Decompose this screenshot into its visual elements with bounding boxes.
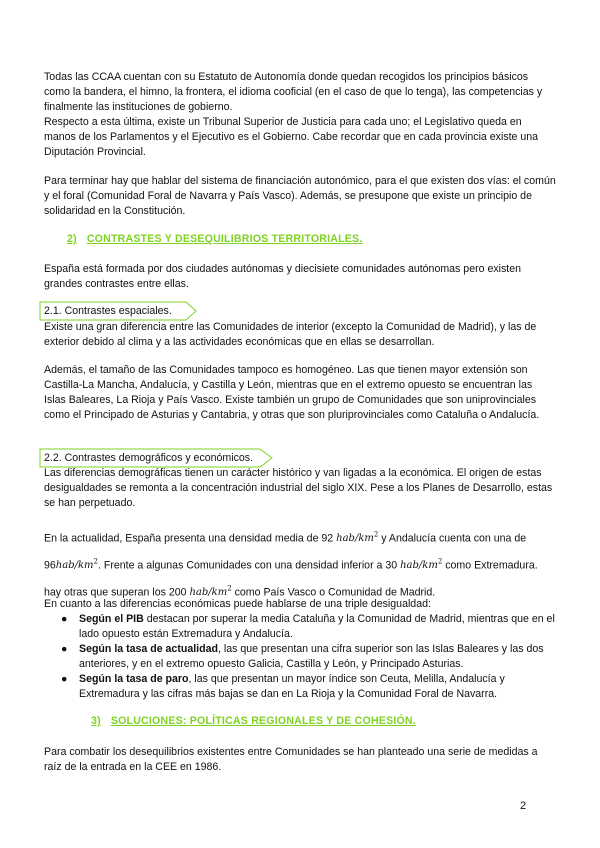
paragraph-densidad: En la actualidad, España presenta una densidad media de 92 hab/$km^2$ y Andalucía cuenta con una de $96hab/km^2$. Frente a algunas Comunidades con una densidad inferior a 30 hab/$km^2$ como Extremadura. hay otras que superan los 200 hab/$km^2$ como País Vasco o Comunidad de Madrid. bbox=[44, 531, 538, 598]
subsection-box-2-1 bbox=[40, 302, 204, 320]
bullet-dot: ● bbox=[61, 643, 68, 656]
bullet-dot: ● bbox=[61, 613, 68, 625]
paragraph-estatuto: Todas las CCAA cuentan con su Estatuto de Autonomía donde quedan recogidos los principios básicos como la bandera, el himno, la frontera, el idioma cooficial (en el caso de que lo tenga), las competencias y finalmente las instituciones de gobierno. bbox=[44, 71, 543, 114]
page-number: 2 bbox=[520, 800, 527, 812]
section-title: CONTRASTES Y DESEQUILIBRIOS TERRITORIALES. bbox=[86, 233, 363, 245]
list-item: ● Según la tasa de paro, las que presentan un mayor índice son Ceuta, Melilla, Andalucía y Extremadura y las cifras más bajas se dan en La Rioja y la Comunidad Foral de Navarra. bbox=[61, 673, 505, 701]
paragraph-tamano: Además, el tamaño de las Comunidades tampoco es homogéneo. Las que tienen mayor extensión son Castilla-La Mancha, Andalucía, y Castilla y León, mientras que en el extremo opuesto se encuentran las Islas Baleares, La Rioja y País Vasco. Existe también un grupo de Comunidades que son uniprovinciales como el Principado de Asturias y Cantabria, y otras que son pluriprovinciales como Cataluña o Andalucía. bbox=[44, 364, 540, 422]
section-number: 3) bbox=[91, 715, 101, 727]
paragraph-cee: Para combatir los desequilibrios existentes entre Comunidades se han planteado una serie de medidas a raíz de la entrada en la CEE en 1986. bbox=[44, 746, 538, 774]
section-heading-3 bbox=[91, 715, 416, 727]
density-unit: hab/$km^2$ bbox=[55, 557, 98, 572]
bullet-dot: ● bbox=[61, 673, 68, 686]
list-item: ● Según el PIB destacan por superar la media Cataluña y la Comunidad de Madrid, mientras que en el lado opuesto están Extremadura y Andalucía. bbox=[61, 613, 555, 641]
section-number: 2) bbox=[67, 233, 77, 245]
paragraph-espana: España está formada por dos ciudades autónomas y diecisiete comunidades autónomas pero existen grandes contrastes entre ellas. bbox=[44, 263, 522, 291]
paragraph-financiacion: Para terminar hay que hablar del sistema de financiación autonómico, para el que existen dos vías: el común y el foral (Comunidad Foral de Navarra y País Vasco). Además, se presupone que existe un principio de solidaridad en la Constitución. bbox=[44, 175, 556, 218]
subsection-box-2-2 bbox=[40, 449, 280, 467]
density-unit: hab/$km^2$ bbox=[400, 557, 443, 572]
section-heading-2 bbox=[67, 233, 362, 245]
section-title: SOLUCIONES: POLÍTICAS REGIONALES Y DE COHESIÓN. bbox=[110, 715, 416, 727]
bullet-list bbox=[44, 612, 556, 703]
subsection-title: 2.2. Contrastes demográficos y económicos. bbox=[44, 452, 254, 464]
density-unit: hab/$km^2$ bbox=[189, 584, 232, 598]
paragraph-interior-exterior: Existe una gran diferencia entre las Comunidades de interior (excepto la Comunidad de Madrid), y las de exterior debido al clima y a las actividades económicas que en ellas se desarrollan. bbox=[44, 321, 537, 349]
paragraph-economicas: En cuanto a las diferencias económicas puede hablarse de una triple desigualdad: bbox=[44, 598, 431, 610]
paragraph-instituciones: Respecto a esta última, existe un Tribunal Superior de Justicia para cada uno; el Legislativo queda en manos de los Parlamentos y el Ejecutivo es el Gobierno. Cabe recordar que en cada provincia existe una Diputación Provincial. bbox=[44, 116, 539, 159]
subsection-title: 2.1. Contrastes espaciales. bbox=[44, 305, 172, 317]
density-unit: hab/$km^2$ bbox=[336, 531, 379, 545]
list-item: ● Según la tasa de actualidad, las que presentan una cifra superior son las Islas Baleares y las dos anteriores, y en el extremo opuesto Galicia, Castilla y León, y Principado Asturias. bbox=[61, 643, 544, 671]
paragraph-demograficas: Las diferencias demográficas tienen un carácter histórico y van ligadas a la económica. El origen de estas desigualdades se remonta a la concentración industrial del siglo XIX. Pese a los Planes de Desarrollo, estas se han perpetuado. bbox=[44, 467, 553, 510]
